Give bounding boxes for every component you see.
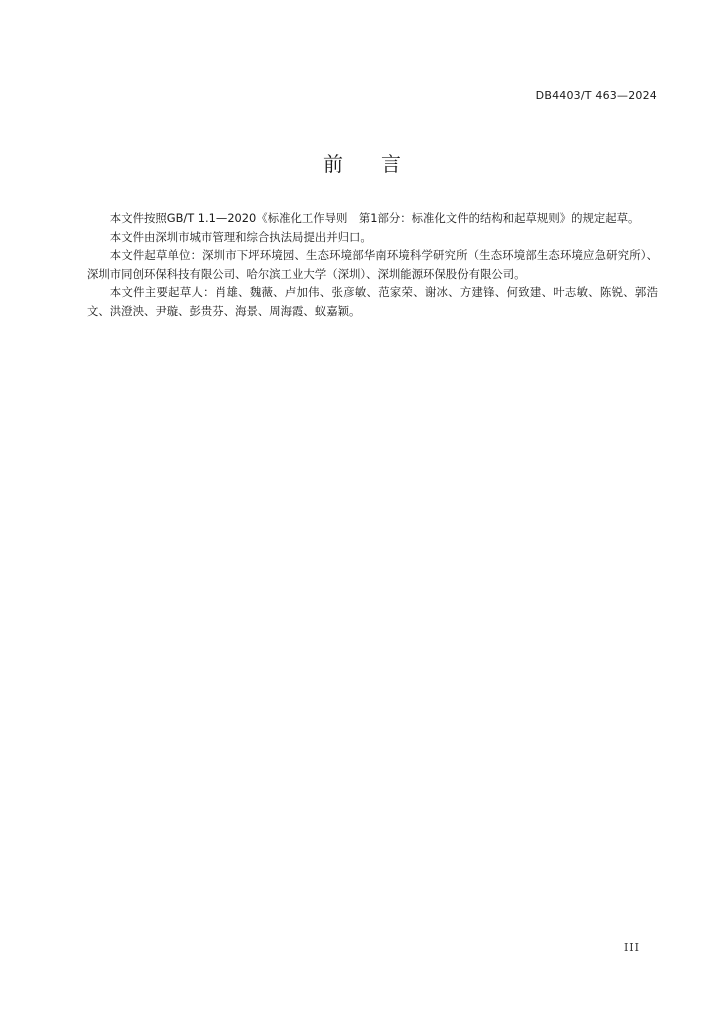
page-number: III [623, 941, 640, 954]
paragraph-drafting-rules: 本文件按照GB/T 1.1—2020《标准化工作导则 第1部分：标准化文件的结构和起草规则》的规定起草。 [109, 211, 640, 225]
standard-code: DB4403/T 463—2024 [535, 89, 657, 102]
page-title: 前言 [323, 152, 439, 176]
preface-body [87, 209, 658, 320]
paragraph-drafters: 本文件主要起草人：肖雄、魏薇、卢加伟、张彦敏、范家荣、谢冰、方建锋、何致建、叶志敏、陈锐、郭浩文、洪澄泱、尹璇、彭贵芬、海景、周海霞、蚁嘉颖。 [87, 285, 658, 318]
paragraph-proposer: 本文件由深圳市城市管理和综合执法局提出并归口。 [109, 229, 372, 244]
paragraph-drafting-units: 本文件起草单位：深圳市下坪环境园、生态环境部华南环境科学研究所（生态环境部生态环境应急研究所）、深圳市同创环保科技有限公司、哈尔滨工业大学（深圳）、深圳能源环保股份有限公司。 [87, 248, 658, 281]
